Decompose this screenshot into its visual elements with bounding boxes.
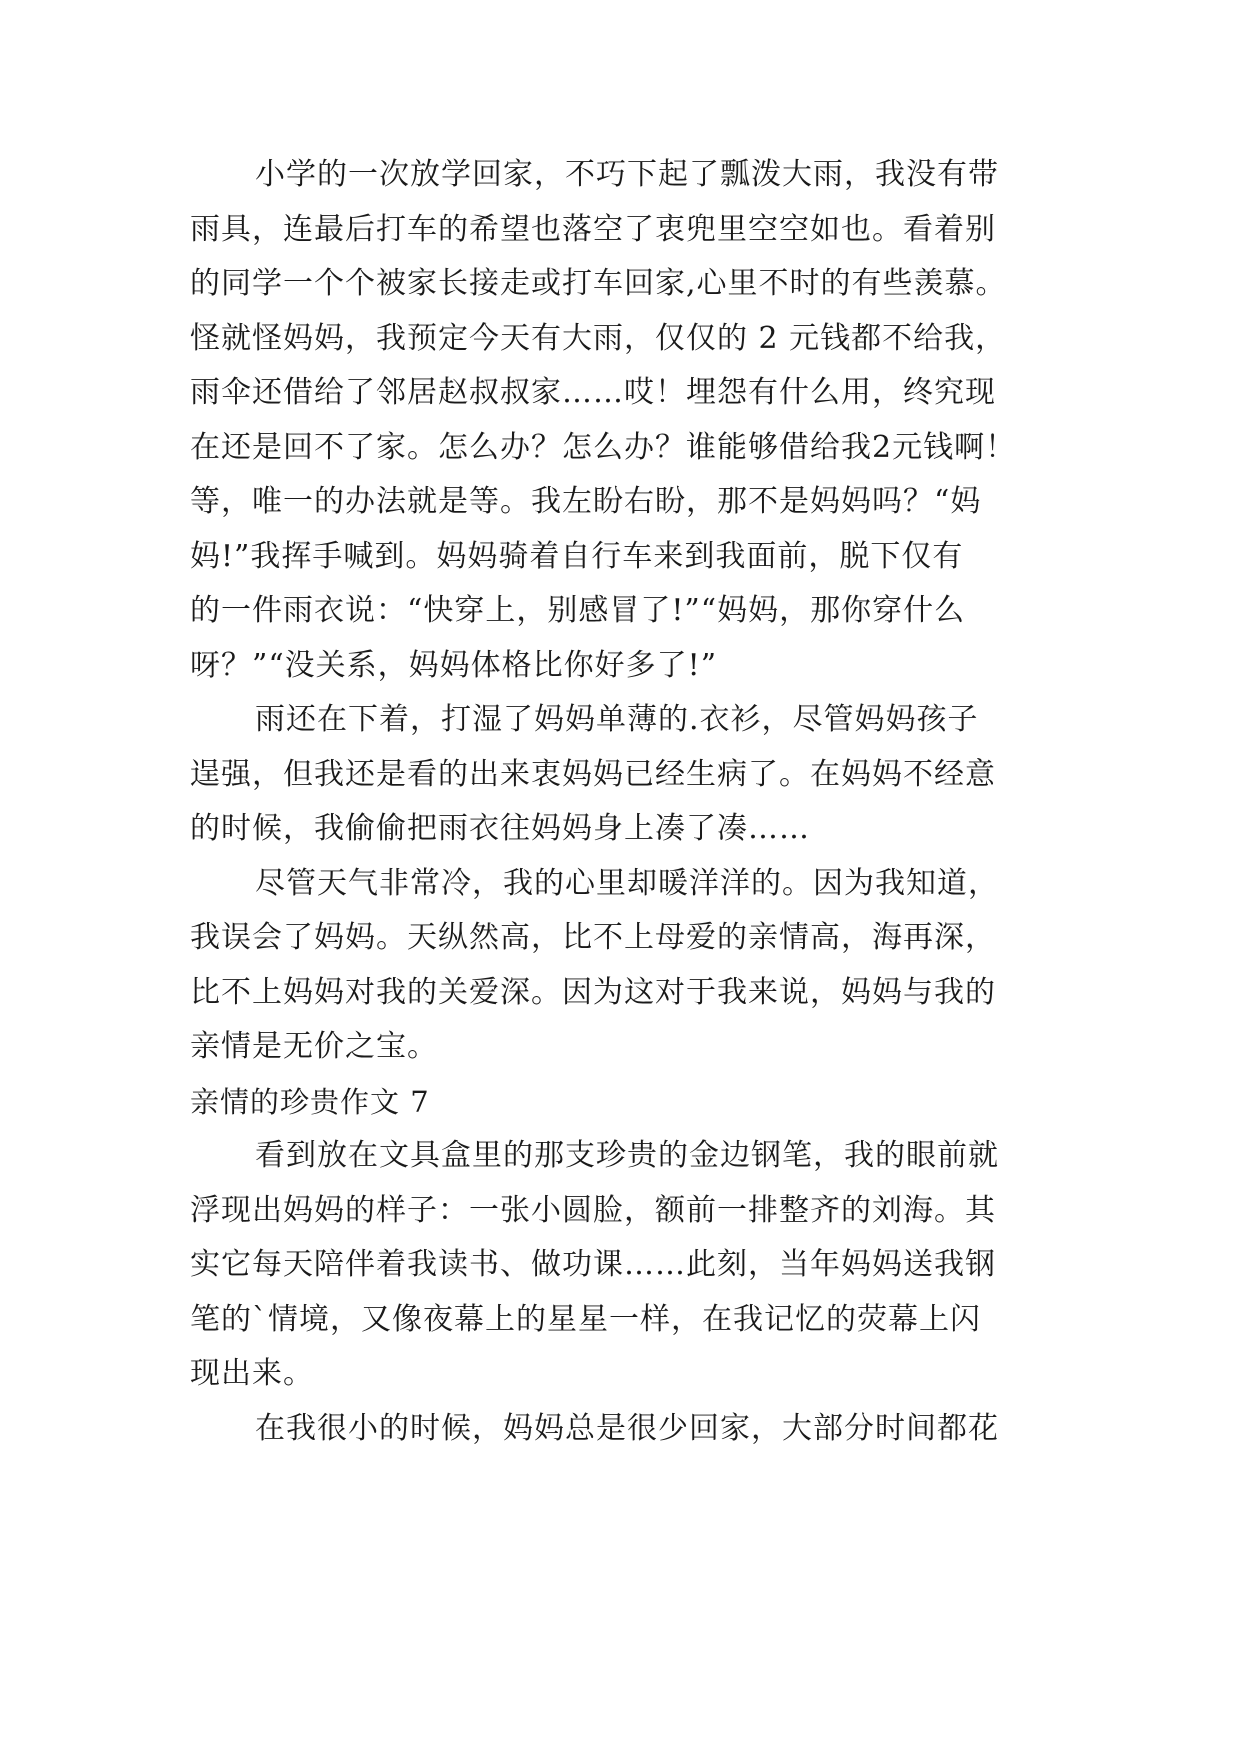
text-line: 小学的一次放学回家，不巧下起了瓢泼大雨，我没有带: [255, 157, 999, 192]
text-line: 妈!”我挥手喊到。妈妈骑着自行车来到我面前，脱下仅有: [190, 539, 964, 574]
text-line: 现出来。: [190, 1356, 314, 1391]
text-line: 浮现出妈妈的样子：一张小圆脸，额前一排整齐的刘海。其: [190, 1193, 996, 1228]
text-line: 在我很小的时候，妈妈总是很少回家，大部分时间都花: [255, 1411, 999, 1446]
text-line: 的时候，我偷偷把雨衣往妈妈身上凑了凑……: [190, 811, 810, 846]
text-line: 亲情是无价之宝。: [190, 1029, 438, 1064]
text-line: 尽管天气非常冷，我的心里却暖洋洋的。因为我知道，: [255, 866, 999, 901]
text-line: 比不上妈妈对我的关爱深。因为这对于我来说，妈妈与我的: [190, 975, 996, 1010]
text-line: 雨具，连最后打车的希望也落空了衷兜里空空如也。看着别: [190, 212, 996, 247]
text-line: 的同学一个个被家长接走或打车回家,心里不时的有些羡慕。: [190, 266, 1007, 301]
text-line: 怪就怪妈妈，我预定今天有大雨，仅仅的 2 元钱都不给我，: [190, 321, 1007, 356]
section-heading: 亲情的珍贵作文 7: [190, 1085, 430, 1119]
text-line: 逞强，但我还是看的出来衷妈妈已经生病了。在妈妈不经意: [190, 757, 996, 792]
text-line: 我误会了妈妈。天纵然高，比不上母爱的亲情高，海再深，: [190, 920, 996, 955]
text-line: 的一件雨衣说：“快穿上，别感冒了!”“妈妈，那你穿什么: [190, 593, 966, 628]
text-line: 雨还在下着，打湿了妈妈单薄的.衣衫，尽管妈妈孩子: [255, 702, 979, 737]
text-line: 笔的`情境，又像夜幕上的星星一样，在我记忆的荧幕上闪: [190, 1302, 981, 1337]
text-line: 雨伞还借给了邻居赵叔叔家……哎！埋怨有什么用，终究现: [190, 375, 996, 410]
text-line: 在还是回不了家。怎么办？怎么办？谁能够借给我2元钱啊！: [190, 430, 1017, 465]
text-line: 呀？”“没关系，妈妈体格比你好多了!”: [190, 648, 718, 683]
text-line: 看到放在文具盒里的那支珍贵的金边钢笔，我的眼前就: [255, 1138, 999, 1173]
text-line: 等，唯一的办法就是等。我左盼右盼，那不是妈妈吗？“妈: [190, 484, 982, 519]
text-line: 实它每天陪伴着我读书、做功课……此刻，当年妈妈送我钢: [190, 1247, 996, 1282]
